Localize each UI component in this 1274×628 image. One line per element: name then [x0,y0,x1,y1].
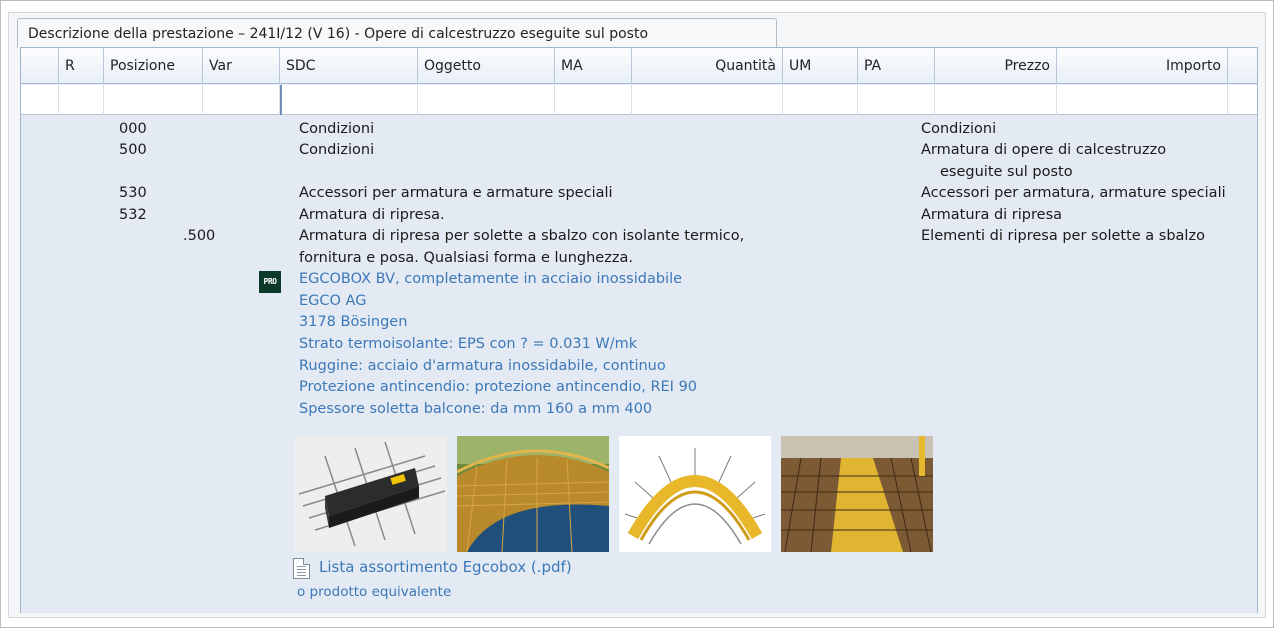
header-filler [1228,48,1257,84]
product-line[interactable]: EGCOBOX BV, completamente in acciaio inossidabile [299,271,683,287]
row-short-text: Accessori per armatura, armature speciali [921,185,1226,201]
filter-posizione[interactable] [104,85,203,115]
row-short-text-continued: eseguite sul posto [940,164,1073,180]
header-r[interactable]: R [59,48,104,84]
filter-oggetto[interactable] [418,85,555,115]
row-position: 532 [119,207,147,223]
header-ma[interactable]: MA [555,48,632,84]
pdf-document-icon[interactable] [293,558,310,579]
grid-header [21,48,1257,84]
header-oggetto[interactable]: Oggetto [418,48,555,84]
row-description: Armatura di ripresa. [299,207,445,223]
filter-um[interactable] [783,85,858,115]
product-line[interactable]: Strato termoisolante: EPS con ? = 0.031 W/mk [299,336,638,352]
header-prezzo[interactable]: Prezzo [935,48,1057,84]
filter-ma[interactable] [555,85,632,115]
row-position: 530 [119,185,147,201]
tab-description[interactable] [17,18,777,48]
product-image-rebar-site[interactable] [781,436,933,552]
filter-sdc[interactable] [280,85,418,115]
filter-prezzo[interactable] [935,85,1057,115]
product-image-box-element[interactable] [295,436,447,552]
grid-content [21,116,1257,613]
row-position: 000 [119,121,147,137]
item-grid [20,47,1258,613]
row-position: .500 [183,228,216,244]
pro-badge-icon: PRO [259,271,281,293]
filter-var[interactable] [203,85,280,115]
row-short-text: Armatura di opere di calcestruzzo [921,142,1167,158]
product-image-construction-site[interactable] [457,436,609,552]
header-pa[interactable]: PA [858,48,935,84]
pdf-link[interactable]: Lista assortimento Egcobox (.pdf) [319,558,572,576]
header-importo[interactable]: Importo [1057,48,1228,84]
row-description: Accessori per armatura e armature speciali [299,185,613,201]
header-sdc[interactable]: SDC [280,48,418,84]
tab-title: Descrizione della prestazione – 241I/12 (V 16) - Opere di calcestruzzo eseguite sul posto [28,26,649,42]
header-posizione[interactable]: Posizione [104,48,203,84]
filter-pa[interactable] [858,85,935,115]
filter-importo[interactable] [1057,85,1228,115]
header-selector-cell[interactable] [21,48,59,84]
header-um[interactable]: UM [783,48,858,84]
row-description: Condizioni [299,121,375,137]
row-description: Armatura di ripresa per solette a sbalzo con isolante termico, [299,228,745,244]
product-image-curved-diagram[interactable] [619,436,771,552]
row-description-continued: fornitura e posa. Qualsiasi forma e lunghezza. [299,250,633,266]
product-line[interactable]: Protezione antincendio: protezione antincendio, REI 90 [299,379,698,395]
product-line[interactable]: Spessore soletta balcone: da mm 160 a mm 400 [299,401,653,417]
product-line[interactable]: Ruggine: acciaio d'armatura inossidabile, continuo [299,358,666,374]
filter-selector-cell [21,85,59,115]
filter-quantita[interactable] [632,85,783,115]
equivalent-product-note: o prodotto equivalente [297,584,452,600]
product-line[interactable]: 3178 Bösingen [299,314,408,330]
filter-r[interactable] [59,85,104,115]
row-position: 500 [119,142,147,158]
filter-row [21,85,1257,115]
header-var[interactable]: Var [203,48,280,84]
row-description: Condizioni [299,142,375,158]
row-short-text: Armatura di ripresa [921,207,1063,223]
product-line[interactable]: EGCO AG [299,293,367,309]
header-quantita[interactable]: Quantità [632,48,783,84]
row-short-text: Condizioni [921,121,997,137]
row-short-text: Elementi di ripresa per solette a sbalzo [921,228,1205,244]
